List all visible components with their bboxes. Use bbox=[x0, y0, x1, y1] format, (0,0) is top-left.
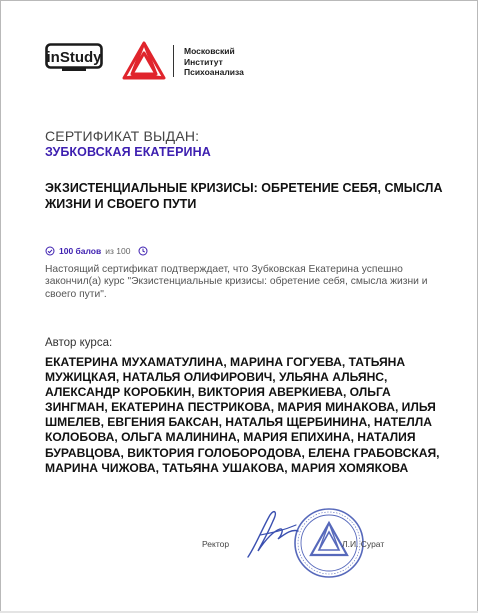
rector-name: Л.И. Сурат bbox=[342, 539, 385, 549]
header-divider bbox=[173, 45, 174, 77]
course-title: ЭКЗИСТЕНЦИАЛЬНЫЕ КРИЗИСЫ: ОБРЕТЕНИЕ СЕБЯ, СМЫСЛА ЖИЗНИ И СВОЕГО ПУТИ bbox=[45, 181, 443, 211]
issued-label: СЕРТИФИКАТ ВЫДАН: bbox=[45, 128, 200, 144]
author-label: Автор курса: bbox=[45, 337, 113, 349]
recipient-name: ЗУБКОВСКАЯ ЕКАТЕРИНА bbox=[45, 145, 211, 159]
certificate-description: Настоящий сертификат подтверждает, что Зубковская Екатерина успешно закончил(а) курс "Экзистенциальные кризисы: обретение себя, смысла жизни и своего пути". bbox=[45, 264, 428, 300]
check-circle-icon bbox=[45, 246, 55, 256]
institute-name bbox=[184, 46, 244, 78]
author-list: ЕКАТЕРИНА МУХАМАТУЛИНА, МАРИНА ГОГУЕВА, ТАТЬЯНА МУЖИЦКАЯ, НАТАЛЬЯ ОЛИФИРОВИЧ, УЛЬЯНА АЛЬЯНС, АЛЕКСАНДР КОРОБКИН, ВИКТОРИЯ АВЕРКИЕВА, ОЛЬГА ЗИНГМАН, ЕКАТЕРИНА ПЕСТРИКОВА, МАРИЯ МИНАКОВА, ИЛЬЯ ШМЕЛЕВ, ЕВГЕНИЯ БАКСАН, НАТАЛЬЯ ЩЕРБИНИНА, НАТЕЛЛА КОЛОБОВА, ОЛЬГА МАЛИНИНА, МАРИЯ ЕПИХИНА, НАТАЛИЯ БУРАВЦОВА, ВИКТОРИЯ ГОЛОБОРОДОВА, ЕЛЕНА ГРАБОВСКАЯ, МАРИНА ЧИЖОВА, ТАТЬЯНА УШАКОВА, МАРИЯ ХОМЯКОВА bbox=[45, 355, 440, 475]
score-row bbox=[45, 246, 148, 256]
instudy-logo bbox=[45, 43, 103, 80]
score-max: из 100 bbox=[105, 246, 131, 256]
svg-text:inStudy: inStudy bbox=[46, 49, 102, 66]
clock-icon bbox=[138, 246, 148, 256]
rector-signature bbox=[240, 505, 310, 570]
institute-line-1: Московский bbox=[184, 46, 235, 56]
institute-line-3: Психоанализа bbox=[184, 67, 244, 77]
score-value: 100 балов bbox=[59, 246, 102, 256]
institute-triangle-logo bbox=[122, 41, 166, 86]
institute-line-2: Институт bbox=[184, 56, 223, 67]
rector-label: Ректор bbox=[202, 539, 230, 549]
